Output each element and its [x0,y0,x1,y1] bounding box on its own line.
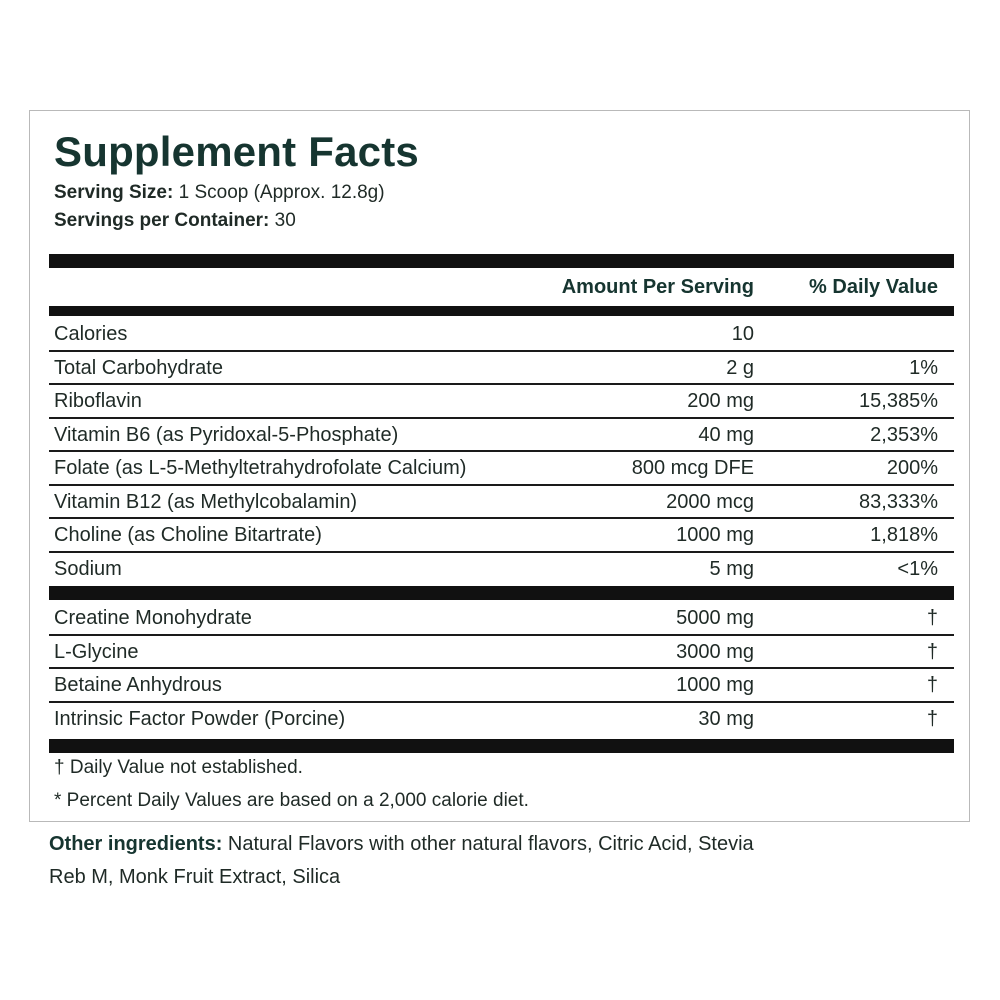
other-ingredients [49,828,769,894]
daily-value: 15,385% [859,390,938,412]
amount-per-serving: 2000 mcg [666,490,754,513]
amount-per-serving: 2 g [726,356,754,379]
table-row [49,669,954,703]
middle-thick-rule [49,586,954,600]
daily-value: 1,818% [870,524,938,546]
nutrient-name: Choline (as Choline Bitartrate) [54,524,322,546]
nutrient-name: Sodium [54,557,122,580]
daily-value: † [926,640,938,663]
servings-value: 30 [269,210,296,231]
table-row [49,385,954,419]
top-thick-rule [49,254,954,268]
amount-per-serving: 1000 mg [676,524,754,546]
other-ingredients-text: Natural Flavors with other natural flavors, Citric Acid, Stevia Reb M, Monk Fruit Extract, Silica [49,833,754,888]
daily-value: † [926,674,938,696]
nutrient-name: L-Glycine [54,640,139,663]
nutrient-name: Calories [54,323,128,345]
table-header [49,268,954,306]
daily-value: <1% [897,557,938,580]
nutrient-name: Folate (as L-5-Methyltetrahydrofolate Calcium) [54,457,467,479]
percent-daily-footnote: * Percent Daily Values are based on a 2,000 calorie diet. [54,790,529,811]
amount-per-serving: 5 mg [709,557,754,580]
amount-per-serving: 30 mg [698,707,754,730]
nutrient-name: Vitamin B6 (as Pyridoxal-5-Phosphate) [54,423,399,446]
header-daily-value: % Daily Value [809,276,938,298]
table-row [49,602,954,636]
nutrient-name: Creatine Monohydrate [54,607,252,629]
table-row [49,419,954,453]
table-row [49,452,954,486]
other-ingredients-label: Other ingredients: [49,833,223,855]
daily-value: 83,333% [859,490,938,513]
amount-per-serving: 40 mg [698,423,754,446]
daily-value: † [926,707,938,730]
bottom-thick-rule [49,739,954,753]
daily-value: 2,353% [870,423,938,446]
header-amount-per-serving: Amount Per Serving [561,276,754,298]
daily-value: † [926,607,938,629]
nutrient-name: Vitamin B12 (as Methylcobalamin) [54,490,358,513]
table-row [49,553,954,587]
dagger-footnote: † Daily Value not established. [54,757,303,778]
table-row [49,519,954,553]
servings-per-container [54,210,296,232]
amount-per-serving: 200 mg [687,390,754,412]
amount-per-serving: 5000 mg [676,607,754,629]
nutrient-name: Betaine Anhydrous [54,674,222,696]
servings-label: Servings per Container: [54,210,270,231]
table-row [49,486,954,520]
amount-per-serving: 800 mcg DFE [631,457,754,479]
header-rule [49,306,954,316]
serving-size-label: Serving Size: [54,182,174,203]
daily-value: 200% [886,457,938,479]
table-row [49,703,954,737]
table-row [49,636,954,670]
nutrient-name: Intrinsic Factor Powder (Porcine) [54,707,346,730]
amount-per-serving: 1000 mg [676,674,754,696]
serving-size [54,182,385,204]
nutrient-name: Riboflavin [54,390,142,412]
daily-value: 1% [909,356,938,379]
table-row [49,318,954,352]
nutrient-name: Total Carbohydrate [54,356,223,379]
amount-per-serving: 3000 mg [676,640,754,663]
table-row [49,352,954,386]
panel-title: Supplement Facts [54,128,419,175]
serving-size-value: 1 Scoop (Approx. 12.8g) [173,182,385,203]
amount-per-serving: 10 [731,323,754,345]
